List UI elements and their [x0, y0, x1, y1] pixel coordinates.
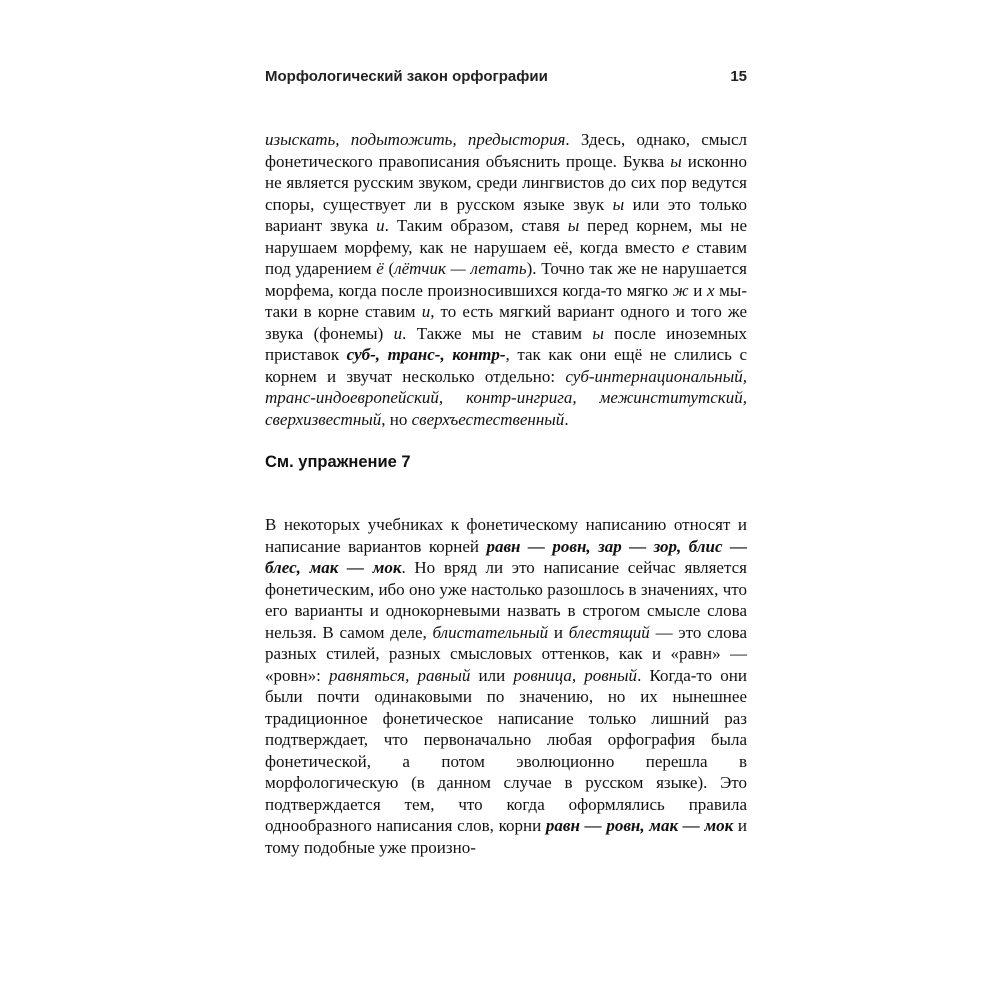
- paragraph-1: изыскать, подытожить, предыстория. Здесь, однако, смысл фонетического правописания объяснить проще. Буква ы исконно не является русским звуком, среди лингвистов до сих пор ведутся споры, существует ли в русском языке звук ы или это только вариант звука и. Таким образом, ставя ы перед корнем, мы не нарушаем морфему, как не нарушаем её, когда вместо е ставим под ударением ё (лётчик — летать). Точно так же не нарушается морфема, когда после произносившихся когда-то мягко ж и х мы-таки в корне ставим и, то есть мягкий вариант одного и того же звука (фонемы) и. Также мы не ставим ы после иноземных приставок суб-, транс-, контр-, так как они ещё не слились с корнем и звучат несколько отдельно: суб-интернациональный, транс-индоевропейский, контр-ингрига, межинститутский, сверхизвестный, но сверхъестественный.: [265, 130, 748, 429]
- exercise-heading: См. упражнение 7: [265, 453, 411, 471]
- page-number: 15: [730, 68, 747, 85]
- paragraph-2: В некоторых учебниках к фонетическому написанию относят и написание вариантов корней равн — ровн, зар — зор, блис — блес, мак — мок. Но вряд ли это написание сейчас является фонетическим, ибо оно уже настолько разошлось в значениях, что его варианты и однокорневыми назвать в строгом смысле слова нельзя. В самом деле, блистательный и блестящий — это слова разных стилей, разных смысловых оттенков, как и «равн» — «ровн»: равняться, равный или ровница, ровный. Когда-то они были почти одинаковыми по значению, но их нынешнее традиционное фонетическое написание только лишний раз подтверждает, что первоначально любая орфография была фонетической, а потом эволюционно перешла в морфологическую (в данном случае в русском языке). Это подтверждается тем, что когда оформлялись правила однообразного написания слов, корни равн — ровн, мак — мок и тому подобные уже произно-: [265, 515, 747, 857]
- text-column: [265, 68, 747, 858]
- running-header-title: Морфологический закон орфографии: [265, 68, 548, 85]
- running-header: [265, 68, 747, 85]
